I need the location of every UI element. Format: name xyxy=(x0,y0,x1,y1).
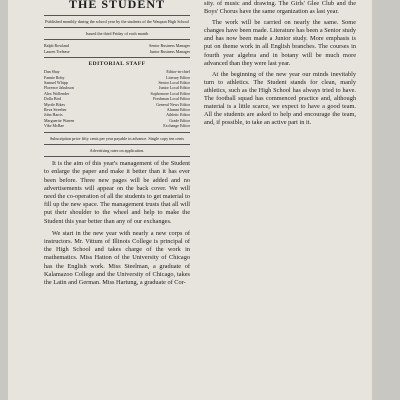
issued-line: Issued the third Friday of each month xyxy=(85,31,149,37)
paragraph: sity. of music and drawing. The Girls' Glee Club and the Boys' Chorus have the same organization as last year. xyxy=(204,0,356,16)
staff-role: Exchange Editor xyxy=(163,123,190,129)
staff-name: Florence Jakubson xyxy=(44,85,74,91)
manager-row xyxy=(44,49,190,54)
staff-heading: EDITORIAL STAFF xyxy=(88,61,146,68)
manager-name: Ralph Rowland xyxy=(44,43,69,49)
left-column xyxy=(44,0,190,287)
staff-role: Athletic Editor xyxy=(166,112,190,118)
advertising-line: Advertising rates on application. xyxy=(89,147,145,153)
staff-role: Junior Local Editor xyxy=(158,85,190,91)
staff-name: Marguerite Warren xyxy=(44,117,75,123)
published-line: Published monthly during the school year by the students of the Waupun High School xyxy=(45,19,189,24)
staff-name: Fannie Roby xyxy=(44,74,65,80)
staff-role: Alumni Editor xyxy=(166,107,190,113)
divider xyxy=(44,156,190,157)
manager-name: Lauren Trelease xyxy=(44,48,70,54)
paragraph: The work will be carried on nearly the same. Some changes have been made. Literature has been a Senior study and has now been made a Junior study. More emphasis is put on theme work in all English branches. The courses in fourth year algebra and in botany will be much more advanced than they were last year. xyxy=(204,19,356,67)
staff-name: Vike McRae xyxy=(44,123,65,129)
staff-role: Sophomore Local Editor xyxy=(150,90,190,96)
paragraph: We start in the new year with nearly a new corps of instructors. Mr. Vittum of Illinois College is principal of the High School and takes charge of the work in mathematics. Miss Hatton of the University of Chicago has the English work. Miss Steelman, a graduate of Kalamazoo College and the University of Chicago, takes the Latin and German. Miss Hartung, a graduate of Cor- xyxy=(44,229,190,286)
staff-role: Grade Editor xyxy=(169,117,190,123)
right-body-text xyxy=(204,0,356,127)
divider xyxy=(44,132,190,133)
staff-list xyxy=(44,69,190,128)
paragraph: At the beginning of the new year our minds inevitably turn to athletics. The Student stands for clean, manly athletics, such as the High School has always tried to have. The football squad has commenced practice and, although material is a little scarce, we expect to have a good team. All the students are asked to help and encourage the team, and, if possible, to take an active part in it. xyxy=(204,70,356,127)
divider xyxy=(44,15,190,16)
right-column xyxy=(204,0,356,127)
masthead: THE STUDENT xyxy=(68,0,166,11)
divider xyxy=(44,57,190,58)
newspaper-page xyxy=(8,0,372,400)
managers-list xyxy=(44,43,190,54)
divider xyxy=(44,39,190,40)
staff-role: Editor-in-chief xyxy=(166,69,190,75)
divider xyxy=(44,27,190,28)
staff-name: Samuel Whipp xyxy=(44,80,68,86)
staff-role: Senior Local Editor xyxy=(158,80,190,86)
left-body-text xyxy=(44,160,190,287)
divider xyxy=(44,144,190,145)
staff-role: Freshman Local Editor xyxy=(153,96,190,102)
manager-role: Junior Business Manager xyxy=(149,48,190,54)
staff-name: John Harris xyxy=(44,112,63,118)
staff-row xyxy=(44,123,190,128)
staff-role: General News Editor xyxy=(156,101,190,107)
staff-name: Dan Shay xyxy=(44,69,60,75)
staff-name: Myrtle Bikes xyxy=(44,101,65,107)
staff-name: Dolla Bird xyxy=(44,96,61,102)
paragraph: It is the aim of this year's management of the Student to enlarge the paper and make it better than it has ever been before. Three new pages will be added and no advertisements will appear on the back cover. We will need the co-operation of all the students to get material to fill up the new space. The management trusts that all will put their shoulder to the wheel and help to make the Student this year better than any of our exchanges. xyxy=(44,160,190,225)
manager-role: Senior Business Manager xyxy=(149,43,190,49)
staff-name: Alex Wollender xyxy=(44,90,70,96)
staff-name: Reva Streeber xyxy=(44,107,67,113)
subscription-line: Subscription price fifty cents per year payable in advance. Single copy ten cents xyxy=(49,135,185,141)
staff-role: Literary Editor xyxy=(166,74,190,80)
